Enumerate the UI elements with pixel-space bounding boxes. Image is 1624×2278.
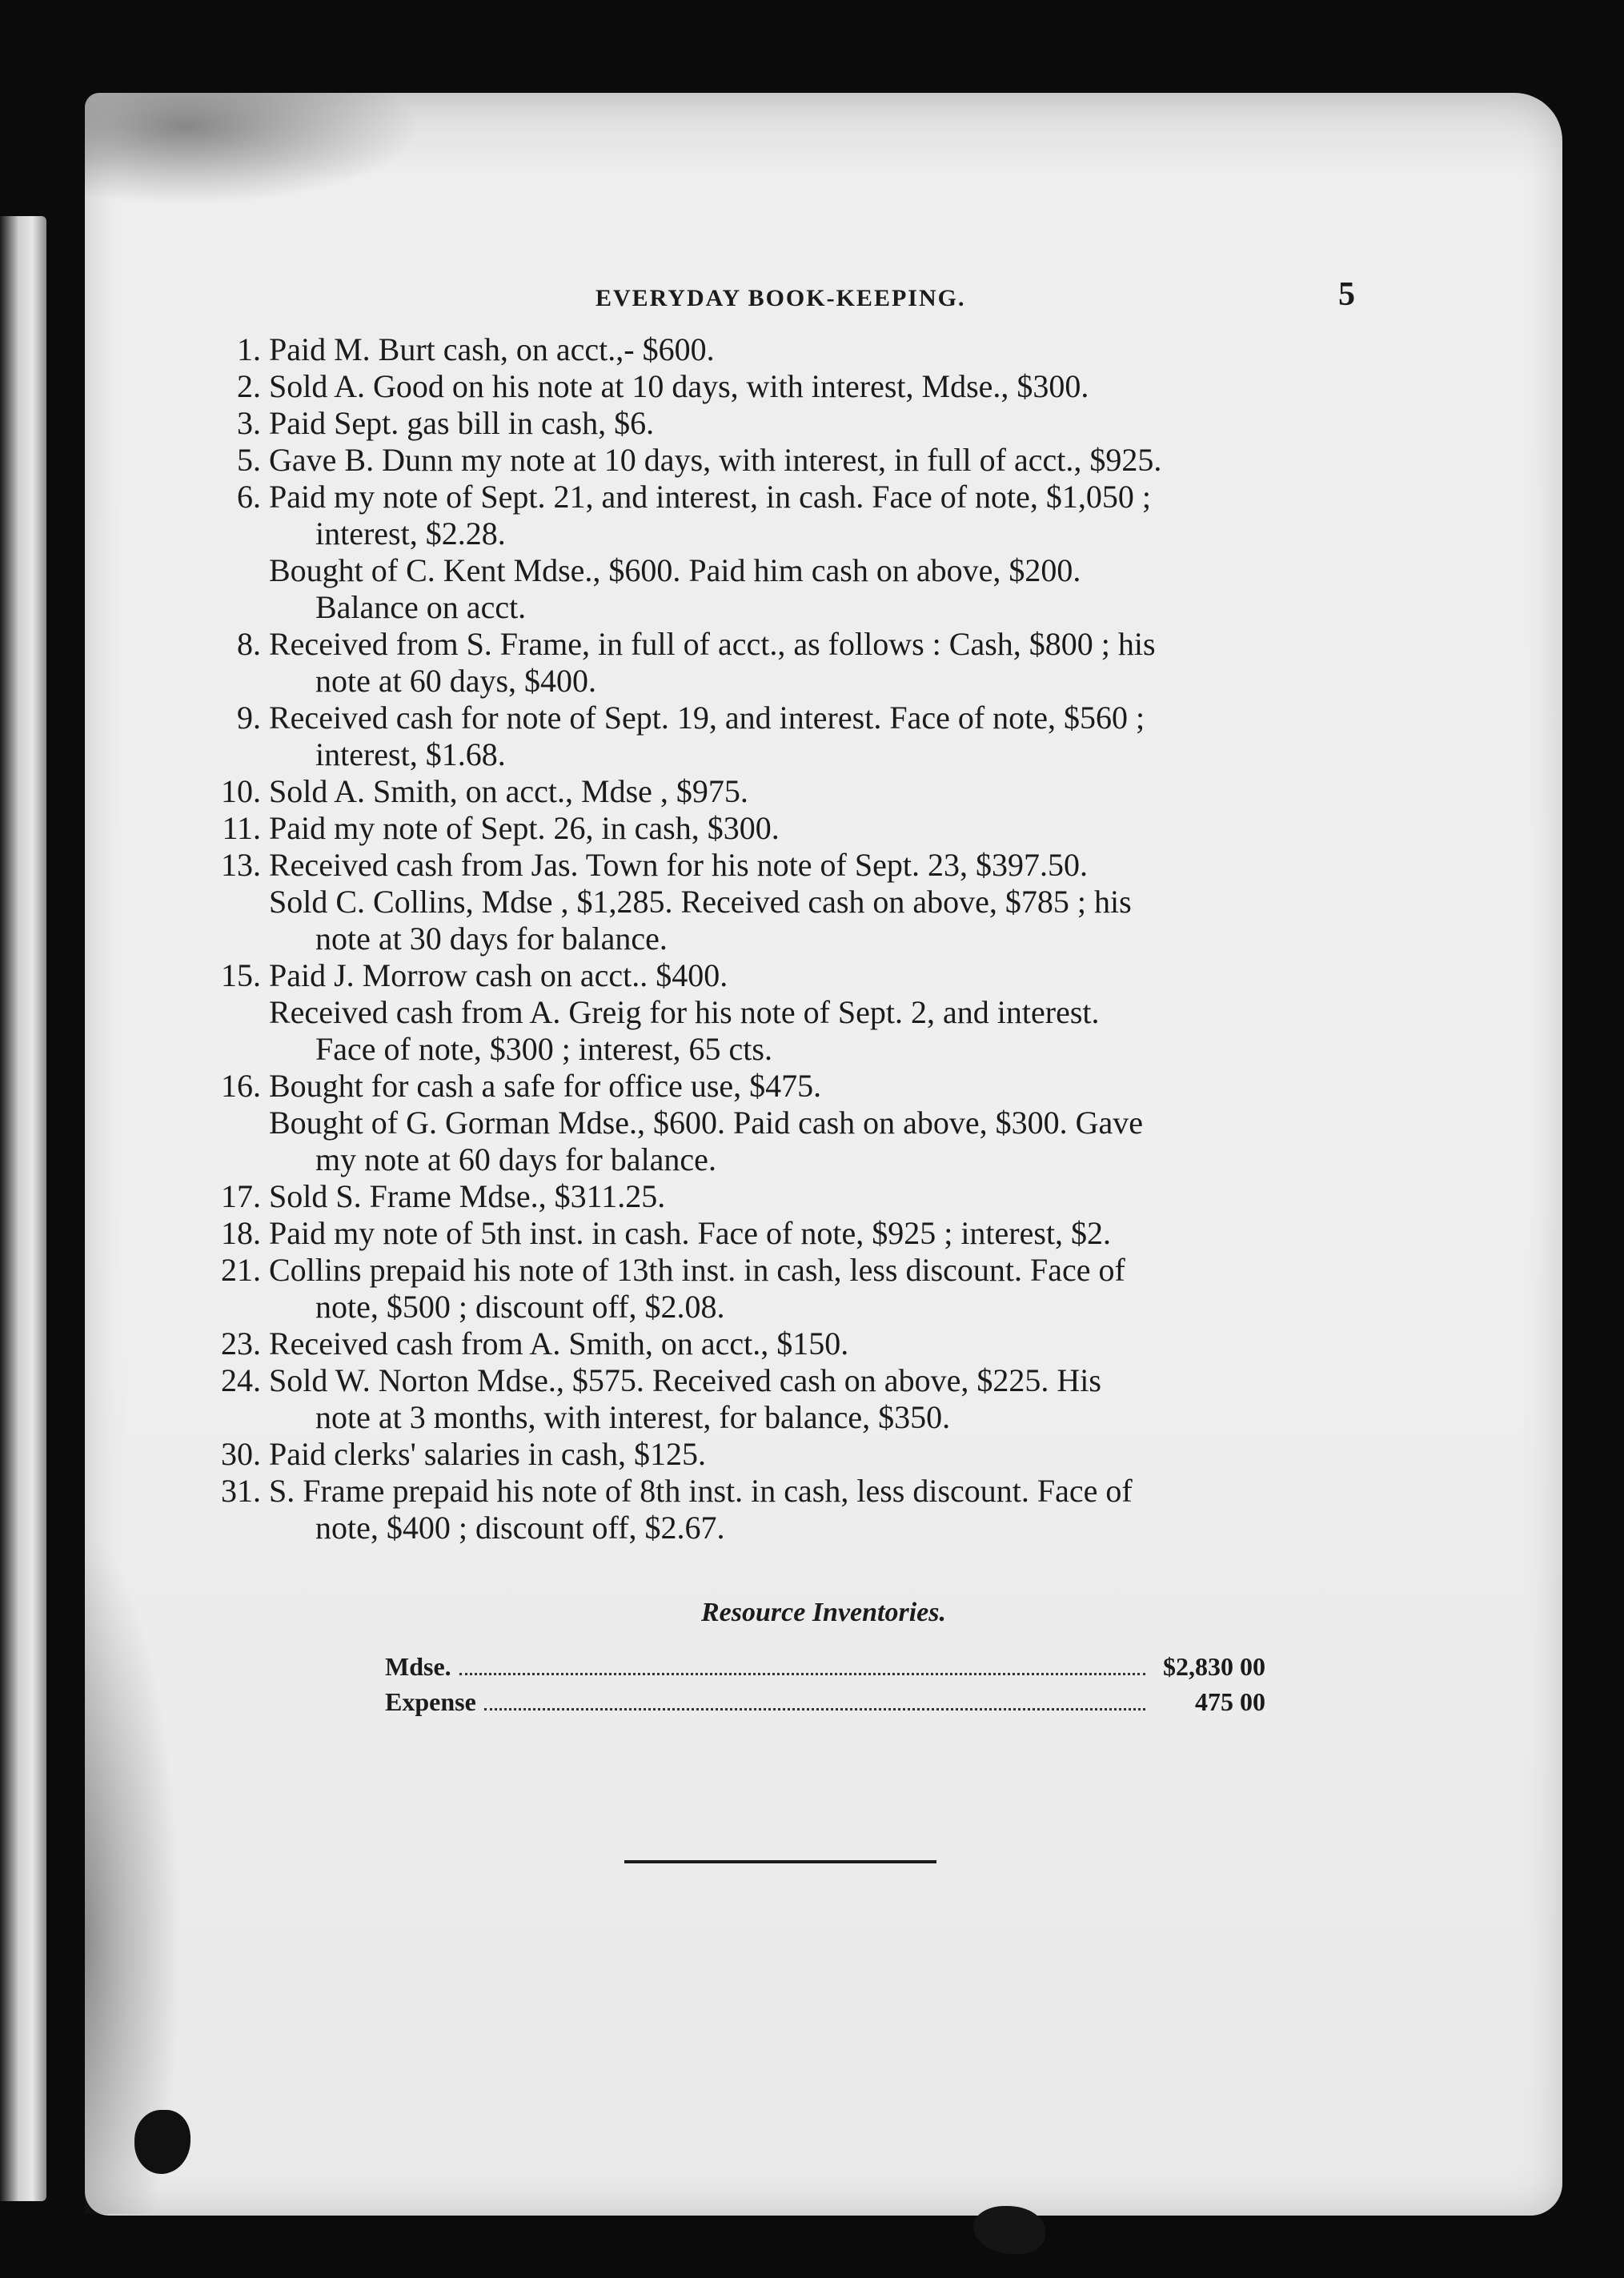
entry-date: 5. (237, 442, 261, 478)
leader-dots (459, 1673, 1145, 1675)
entry-text: Received cash for note of Sept. 19, and interest. Face of note, $560 ; (269, 700, 1145, 736)
entry-date: 30. (221, 1436, 261, 1472)
entry-text: Received from S. Frame, in full of acct., as follows : Cash, $800 ; his (269, 626, 1156, 662)
entry-text: Sold A. Smith, on acct., Mdse , $975. (269, 773, 748, 809)
entry-text-continued: note at 30 days for balance. (315, 920, 668, 957)
entry-date: 10. (221, 773, 261, 809)
entry-text: Paid J. Morrow cash on acct.. $400. (269, 957, 728, 993)
entry-text-continued: Face of note, $300 ; interest, 65 cts. (315, 1031, 772, 1067)
journal-entry (213, 1362, 1462, 1436)
journal-entry (213, 884, 1462, 957)
journal-entry (213, 700, 1462, 773)
ink-blot-bottom (973, 2206, 1045, 2254)
inventory-row (385, 1649, 1265, 1684)
entry-text: Bought of C. Kent Mdse., $600. Paid him cash on above, $200. (269, 552, 1081, 588)
entry-text: Paid Sept. gas bill in cash, $6. (269, 405, 655, 441)
journal-entry (213, 479, 1462, 552)
entry-text: Paid my note of Sept. 21, and interest, in cash. Face of note, $1,050 ; (269, 479, 1152, 515)
closing-rule (624, 1860, 936, 1863)
leader-dots (484, 1708, 1145, 1711)
journal-entry (213, 1473, 1462, 1546)
journal-entry (213, 773, 1462, 810)
entry-date: 6. (237, 479, 261, 515)
journal-entry (213, 331, 1462, 368)
journal-entry (213, 957, 1462, 994)
entry-text: Paid my note of 5th inst. in cash. Face of note, $925 ; interest, $2. (269, 1215, 1112, 1251)
journal-entry (213, 626, 1462, 700)
journal-entry (213, 847, 1462, 884)
book-page (85, 93, 1562, 2216)
entry-date: 9. (237, 700, 261, 736)
ink-blot (134, 2110, 190, 2174)
journal-entry (213, 1215, 1462, 1252)
entry-text-continued: note at 3 months, with interest, for balance, $350. (315, 1399, 951, 1435)
journal-entry (213, 552, 1462, 626)
page-number: 5 (1338, 276, 1355, 313)
entry-text-continued: note, $500 ; discount off, $2.08. (315, 1289, 725, 1325)
entry-text: Sold S. Frame Mdse., $311.25. (269, 1178, 666, 1214)
entry-text-continued: interest, $2.28. (315, 515, 506, 551)
running-title: EVERYDAY BOOK-KEEPING. (595, 285, 966, 311)
journal-entry (213, 442, 1462, 479)
entry-text-continued: note at 60 days, $400. (315, 663, 597, 699)
entry-date: 8. (237, 626, 261, 662)
journal-entry (213, 994, 1462, 1068)
inventory-label: Expense (385, 1687, 476, 1716)
entry-date: 23. (221, 1325, 261, 1362)
journal-entry (213, 1105, 1462, 1178)
entry-text: Paid my note of Sept. 26, in cash, $300. (269, 810, 780, 846)
entry-date: 31. (221, 1473, 261, 1509)
entry-date: 11. (222, 810, 261, 846)
entry-text: Paid M. Burt cash, on acct.,- $600. (269, 331, 715, 367)
journal-entries (213, 331, 1462, 1546)
inventory-row (385, 1684, 1265, 1719)
entry-text: Sold W. Norton Mdse., $575. Received cash on above, $225. His (269, 1362, 1101, 1398)
entry-date: 17. (221, 1178, 261, 1214)
inventories-table (385, 1649, 1265, 1719)
journal-entry (213, 368, 1462, 405)
entry-date: 3. (237, 405, 261, 441)
entry-date: 18. (221, 1215, 261, 1251)
journal-entry (213, 1178, 1462, 1215)
entry-text: Gave B. Dunn my note at 10 days, with interest, in full of acct., $925. (269, 442, 1162, 478)
entry-text: Sold A. Good on his note at 10 days, with interest, Mdse., $300. (269, 368, 1089, 404)
entry-text-continued: note, $400 ; discount off, $2.67. (315, 1510, 725, 1546)
entry-date: 2. (237, 368, 261, 404)
entry-date: 16. (221, 1068, 261, 1104)
inventory-amount: $2,830 00 (1163, 1652, 1265, 1681)
book-spine-edge (0, 216, 46, 2201)
journal-entry (213, 405, 1462, 442)
entry-text-continued: my note at 60 days for balance. (315, 1141, 716, 1177)
entry-date: 15. (221, 957, 261, 993)
journal-entry (213, 1325, 1462, 1362)
entry-date: 24. (221, 1362, 261, 1398)
journal-entry (213, 1252, 1462, 1325)
page-header (85, 275, 1562, 323)
journal-entry (213, 810, 1462, 847)
entry-text-continued: interest, $1.68. (315, 736, 506, 772)
entry-text: Received cash from A. Greig for his note of Sept. 2, and interest. (269, 994, 1100, 1030)
entry-text: Collins prepaid his note of 13th inst. in cash, less discount. Face of (269, 1252, 1125, 1288)
entry-text: Bought of G. Gorman Mdse., $600. Paid cash on above, $300. Gave (269, 1105, 1144, 1141)
page-stain-top (85, 93, 421, 205)
inventory-label: Mdse. (385, 1652, 451, 1681)
entry-text: Paid clerks' salaries in cash, $125. (269, 1436, 706, 1472)
inventory-amount: 475 00 (1195, 1687, 1265, 1716)
entry-text: Received cash from Jas. Town for his note of Sept. 23, $397.50. (269, 847, 1088, 883)
entry-text: Received cash from A. Smith, on acct., $150. (269, 1325, 849, 1362)
entry-text: Sold C. Collins, Mdse , $1,285. Received cash on above, $785 ; his (269, 884, 1132, 920)
journal-entry (213, 1068, 1462, 1105)
entry-text: Bought for cash a safe for office use, $475. (269, 1068, 822, 1104)
entry-date: 13. (221, 847, 261, 883)
entry-date: 1. (237, 331, 261, 367)
entry-text: S. Frame prepaid his note of 8th inst. in cash, less discount. Face of (269, 1473, 1133, 1509)
inventories-title: Resource Inventories. (701, 1598, 946, 1627)
entry-text-continued: Balance on acct. (315, 589, 527, 625)
journal-entry (213, 1436, 1462, 1473)
entry-date: 21. (221, 1252, 261, 1288)
